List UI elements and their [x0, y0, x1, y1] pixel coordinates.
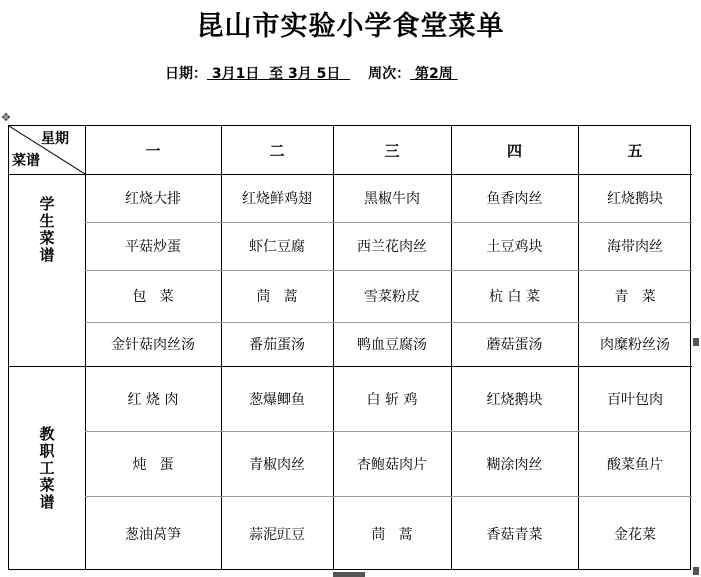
- menu-item: 鸭血豆腐汤: [357, 337, 427, 353]
- menu-item: 白 斩 鸡: [366, 391, 418, 408]
- date-label: 日期：: [165, 66, 207, 82]
- menu-item: 鱼香肉丝: [486, 191, 543, 207]
- day-header: 二: [269, 141, 285, 160]
- menu-item: 红烧鲜鸡翅: [242, 191, 312, 207]
- menu-item: 肉糜粉丝汤: [600, 337, 670, 353]
- menu-item: 番茄蛋汤: [249, 337, 305, 353]
- table-move-handle-icon[interactable]: ✥: [1, 111, 11, 124]
- day-header: 一: [145, 141, 161, 160]
- day-header: 五: [627, 141, 643, 160]
- day-header: 四: [506, 141, 522, 160]
- menu-item: 土豆鸡块: [486, 239, 543, 255]
- section-label: 教职工菜谱: [37, 426, 56, 511]
- menu-item: 黑椒牛肉: [364, 191, 420, 207]
- menu-item: 茼 蒿: [256, 289, 298, 305]
- menu-item: 蘑菇蛋汤: [486, 337, 543, 353]
- menu-item: 金针菇肉丝汤: [111, 337, 195, 353]
- menu-item: 虾仁豆腐: [249, 239, 305, 255]
- menu-item: 青 菜: [614, 289, 656, 305]
- section-label: 学生菜谱: [37, 196, 56, 264]
- menu-item: 炖 蛋: [132, 456, 174, 473]
- menu-item: 香菇青菜: [486, 526, 543, 543]
- menu-item: 雪菜粉皮: [364, 289, 420, 305]
- menu-item: 葱爆鲫鱼: [249, 391, 305, 408]
- menu-item: 杭 白 菜: [489, 289, 540, 305]
- menu-item: 青椒肉丝: [249, 456, 305, 473]
- menu-item: 杏鲍菇肉片: [357, 456, 427, 473]
- menu-item: 红烧大排: [125, 191, 181, 207]
- date-line: [165, 63, 458, 83]
- menu-item: 葱油莴笋: [125, 526, 181, 543]
- menu-item: 酸菜鱼片: [607, 456, 663, 473]
- menu-title: 昆山市实验小学食堂菜单: [196, 11, 505, 42]
- menu-item: 红 烧 肉: [127, 391, 179, 408]
- date-range: 3月1日 至 3月 5日: [207, 66, 351, 82]
- week-value: 第2周: [410, 66, 458, 82]
- menu-item: 海带肉丝: [607, 239, 663, 255]
- menu-item: 红烧鹅块: [607, 191, 663, 207]
- corner-menu-label: 菜谱: [12, 153, 40, 169]
- right-edge-marker-bottom[interactable]: [693, 567, 699, 575]
- menu-item: 金花菜: [614, 526, 656, 543]
- day-header: 三: [384, 141, 400, 160]
- bottom-edge-marker[interactable]: [333, 572, 365, 577]
- menu-item: 平菇炒蛋: [125, 239, 181, 255]
- corner-weekday-label: 星期: [41, 131, 69, 147]
- menu-item: 茼 蒿: [371, 526, 413, 543]
- menu-item: 西兰花肉丝: [357, 239, 427, 255]
- menu-item: 包 菜: [132, 289, 174, 305]
- menu-table: [8, 125, 691, 570]
- menu-item: 百叶包肉: [607, 391, 663, 408]
- menu-item: 红烧鹅块: [486, 391, 543, 408]
- right-edge-marker[interactable]: [693, 338, 699, 346]
- menu-item: 糊涂肉丝: [486, 456, 543, 473]
- menu-item: 蒜泥豇豆: [249, 526, 305, 543]
- week-label: 周次：: [368, 66, 411, 82]
